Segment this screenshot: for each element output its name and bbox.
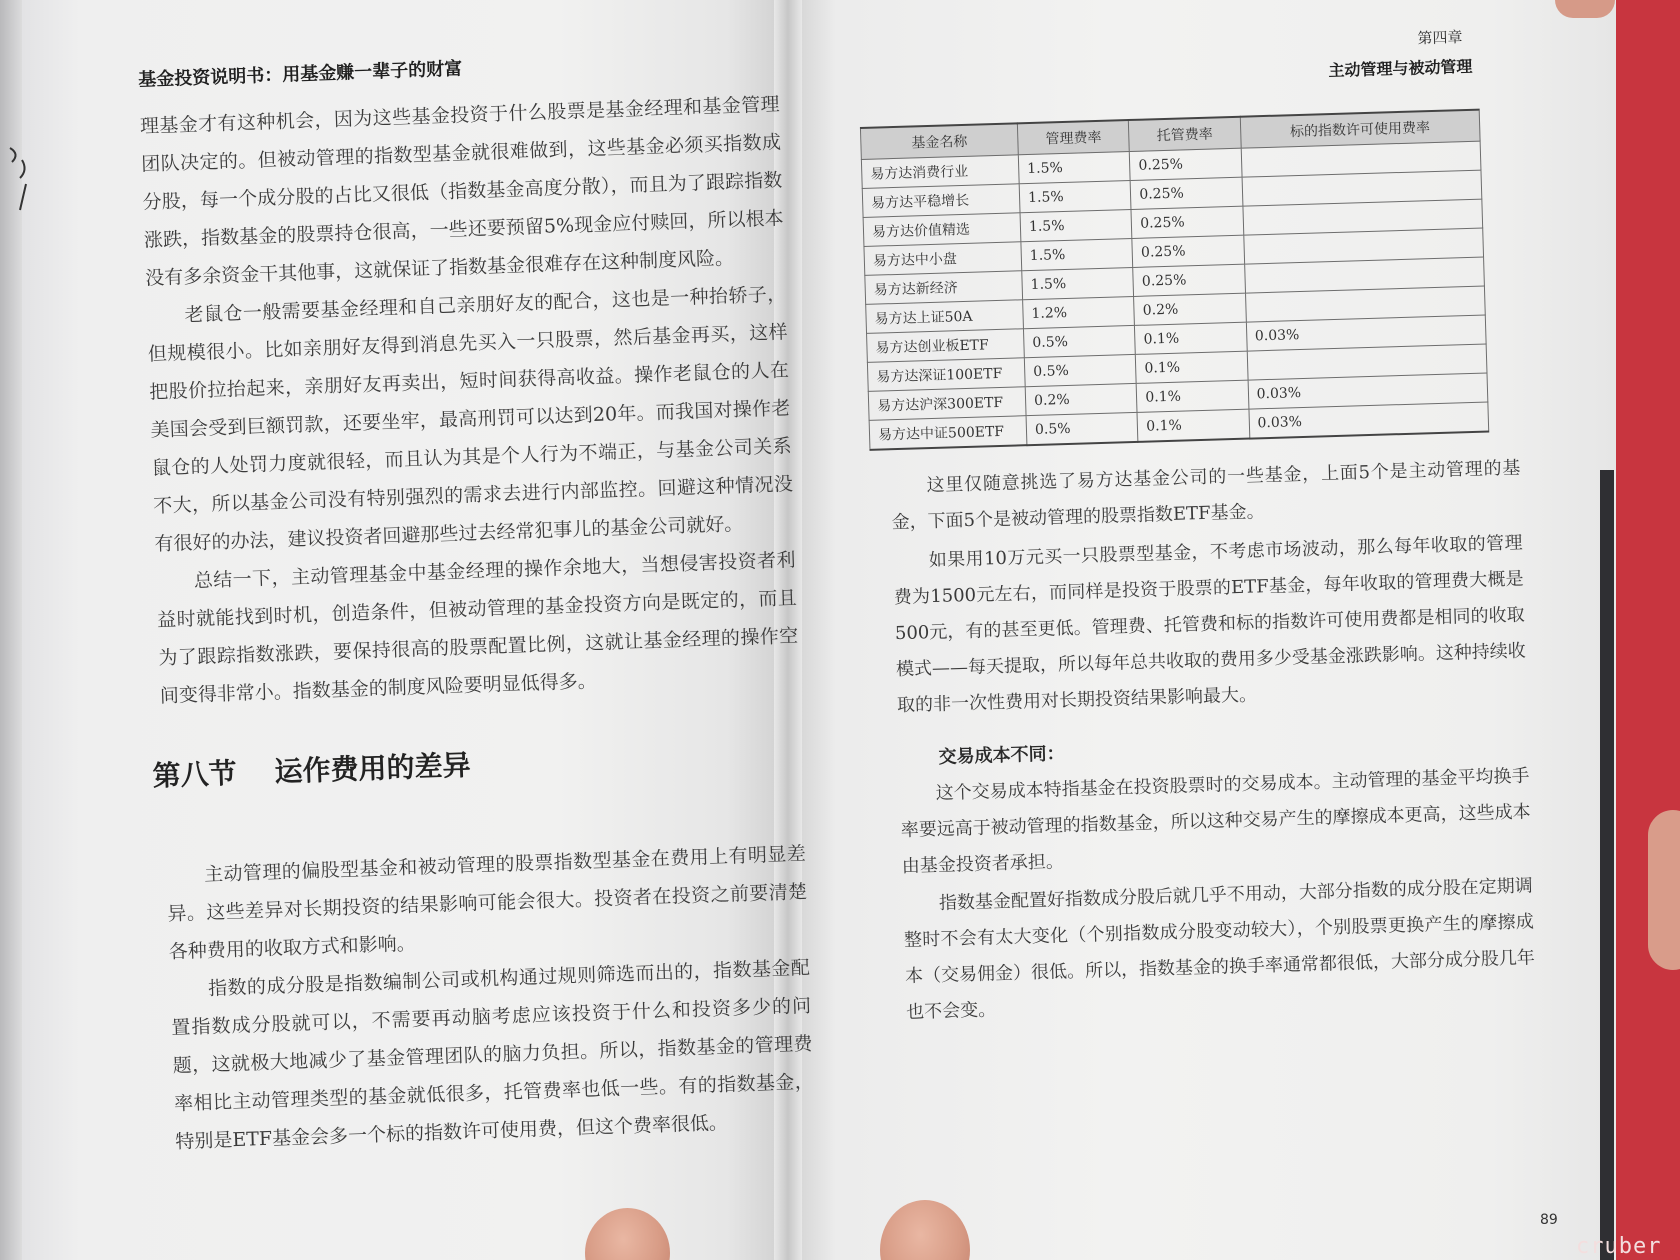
- table-cell: 0.25%: [1132, 235, 1244, 267]
- column-header: 管理费率: [1017, 120, 1129, 155]
- table-cell: 易方达新经济: [865, 271, 1023, 305]
- subheading: 交易成本不同：: [938, 743, 1065, 768]
- column-header: 标的指数许可使用费率: [1240, 110, 1480, 149]
- table-cell: 0.25%: [1133, 264, 1245, 296]
- table-cell: 易方达价值精选: [863, 213, 1021, 247]
- paragraph: 这里仅随意挑选了易方达基金公司的一些基金，上面5个是主动管理的基金，下面5个是被动管理的股票指数ETF基金。: [891, 457, 1521, 534]
- paragraph: 这个交易成本特指基金在投资股票时的交易成本。主动管理的基金平均换手率要远高于被动管理的指数基金，所以这种交易产生的摩擦成本更高，这些成本由基金投资者承担。: [900, 765, 1531, 878]
- table-cell: 易方达消费行业: [861, 155, 1019, 189]
- table-cell: 0.25%: [1131, 206, 1243, 238]
- chapter-number: 第四章: [1417, 28, 1463, 48]
- table-cell: 易方达创业板ETF: [867, 329, 1025, 363]
- table-cell: 0.5%: [1024, 354, 1136, 386]
- section-title: 运作费用的差异: [274, 748, 472, 789]
- table-cell: 0.03%: [1249, 402, 1489, 439]
- paragraph: 总结一下，主动管理基金中基金经理的操作余地大，当想侵害投资者利益时就能找到时机，创造条件，但被动管理的基金投资方向是既定的，而且为了跟踪指数涨跌，要保持很高的股票配置比例，这就让基金经理的操作空间变得非常小。指数基金的制度风险要明显低得多。: [156, 549, 799, 708]
- fee-table: [860, 109, 1489, 451]
- table-cell: 1.2%: [1023, 296, 1135, 328]
- table-cell: 0.2%: [1025, 383, 1137, 415]
- table-cell: 0.2%: [1134, 293, 1246, 325]
- table-cell: 0.25%: [1130, 148, 1242, 180]
- paragraph: 如果用10万元买一只股票型基金，不考虑市场波动，那么每年收取的管理费为1500元左右，而同样是投资于股票的ETF基金，每年收取的管理费大概是500元，有的甚至更低。管理费、托管费和标的指数许可使用费都是相同的收取模式——每天提取，所以每年总共收取的费用多少受基金涨跌影响。这种持续收取的非一次性费用对长期投资结果影响最大。: [893, 532, 1527, 717]
- page-number: 89: [1540, 1212, 1558, 1228]
- table-cell: 易方达平稳增长: [862, 184, 1020, 218]
- table-cell: 0.1%: [1136, 351, 1248, 383]
- table-cell: 0.1%: [1135, 322, 1247, 354]
- watermark: cruber: [1576, 1234, 1662, 1259]
- table-cell: 0.25%: [1130, 177, 1242, 209]
- table-cell: 1.5%: [1022, 267, 1134, 299]
- table-cell: 易方达中证500ETF: [869, 416, 1027, 450]
- paragraph: 老鼠仓一般需要基金经理和自己亲朋好友的配合，这也是一种抬轿子，但规模很小。比如亲朋好友得到消息先买入一只股票，然后基金再买，这样把股价拉抬起来，亲朋好友再卖出，短时间获得高收益。操作老鼠仓的人在美国会受到巨额罚款，还要坐牢，最高刑罚可以达到20年。而我国对操作老鼠仓的人处罚力度就很轻，而且认为其是个人行为不端正，与基金公司关系不大，所以基金公司没有特别强烈的需求去进行内部监控。回避这种情况没有很好的办法，建议投资者回避那些过去经常犯事儿的基金公司就好。: [147, 283, 794, 556]
- table-cell: 0.5%: [1026, 412, 1138, 445]
- table-cell: 易方达上证50A: [866, 300, 1024, 334]
- section-number: 第八节: [152, 756, 238, 793]
- top-finger: [1555, 0, 1615, 18]
- paragraph: 指数的成分股是指数编制公司或机构通过规则筛选而出的，指数基金配置指数成分股就可以，不需要再动脑考虑应该投资于什么和投资多少的问题，这就极大地减少了基金管理团队的脑力负担。所以，指数基金的管理费率相比主动管理类型的基金就低很多，托管费率也低一些。有的指数基金，特别是ETF基金会多一个标的指数许可使用费，但这个费率很低。: [171, 956, 815, 1154]
- column-header: 托管费率: [1129, 117, 1241, 152]
- right-finger: [1648, 810, 1680, 970]
- running-head: 基金投资说明书：用基金赚一辈子的财富: [137, 58, 463, 91]
- table-cell: 1.5%: [1018, 152, 1130, 184]
- table-cell: 易方达中小盘: [864, 242, 1022, 276]
- table-cell: 易方达沪深300ETF: [868, 387, 1026, 421]
- table-cell: 1.5%: [1019, 181, 1131, 213]
- table-cell: 0.1%: [1136, 380, 1248, 412]
- table-cell: 1.5%: [1020, 209, 1132, 241]
- table-cell: 1.5%: [1021, 238, 1133, 270]
- table-cell: 0.5%: [1023, 325, 1135, 357]
- table-cell: 0.03%: [1246, 315, 1486, 351]
- paragraph: 指数基金配置好指数成分股后就几乎不用动，大部分指数的成分股在定期调整时不会有太大变化（个别指数成分股变动较大），个别股票更换产生的摩擦成本（交易佣金）很低。所以，指数基金的换手率通常都很低，大部分成分股几年也不会变。: [903, 875, 1536, 1024]
- chapter-title: 主动管理与被动管理: [1328, 56, 1473, 81]
- table-cell: 0.03%: [1248, 373, 1488, 409]
- paragraph: 主动管理的偏股型基金和被动管理的股票指数型基金在费用上有明显差异。这些差异对长期投资的结果影响可能会很大。投资者在投资之前要清楚各种费用的收取方式和影响。: [167, 842, 808, 964]
- paragraph: 理基金才有这种机会，因为这些基金投资于什么股票是基金经理和基金管理团队决定的。但被动管理的指数型基金就很难做到，这些基金必须买指数成分股，每一个成分股的占比又很低（指数基金高度分散），而且为了跟踪指数涨跌，指数基金的股票持仓很高，一些还要预留5%现金应付赎回，所以根本没有多余资金干其他事，这就保证了指数基金很难存在这种制度风险。: [139, 93, 784, 290]
- column-header: 基金名称: [860, 123, 1018, 159]
- table-cell: 0.1%: [1137, 409, 1249, 442]
- table-cell: 易方达深证100ETF: [867, 358, 1025, 392]
